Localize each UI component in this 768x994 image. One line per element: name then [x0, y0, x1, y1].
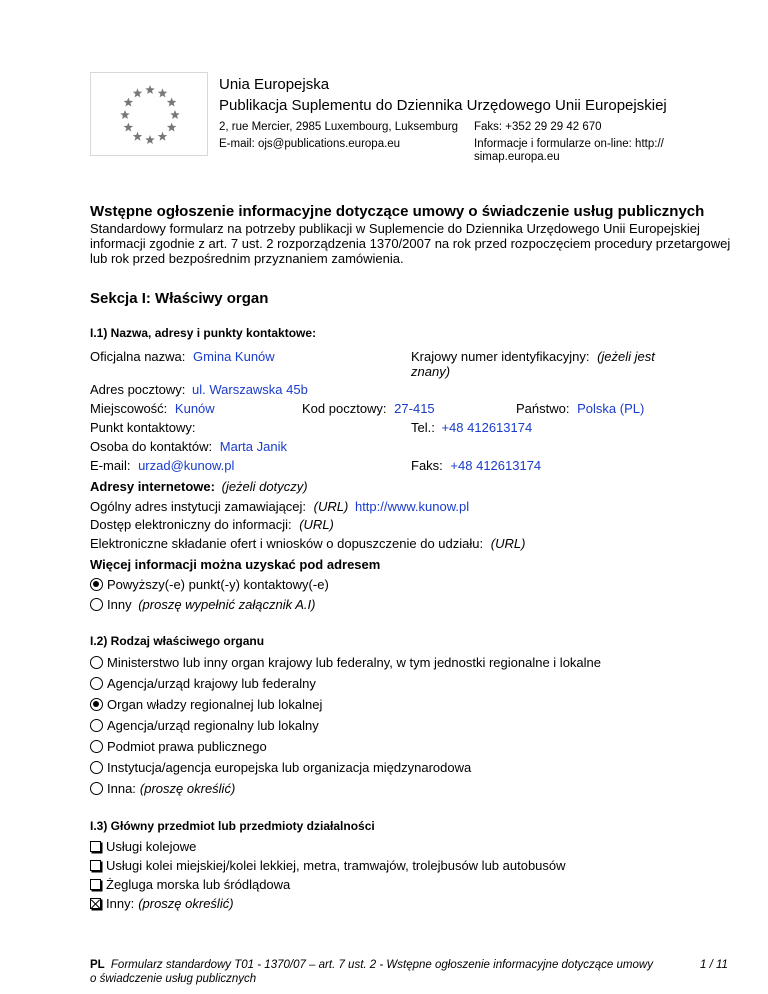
star-icon [133, 132, 143, 141]
authority-type-option-5[interactable] [90, 739, 267, 754]
authority-type-label: Podmiot prawa publicznego [107, 739, 267, 754]
activity-option-4[interactable] [90, 896, 234, 911]
authority-type-label: Ministerstwo lub inny organ krajowy lub federalny, w tym jednostki regionalne i lokalne [107, 655, 601, 670]
star-icon [170, 110, 180, 119]
authority-type-option-1[interactable] [90, 655, 601, 670]
checkbox-empty-icon[interactable] [90, 841, 101, 852]
header-fax: Faks: +352 29 29 42 670 [474, 121, 602, 133]
footer-text-1: Formularz standardowy T01 - 1370/07 – art. 7 ust. 2 - Wstępne ogłoszenie informacyjne dotyczące umowy [110, 959, 653, 971]
radio-empty-icon[interactable] [90, 719, 103, 732]
header-publication: Publikacja Suplementu do Dziennika Urzędowego Unii Europejskiej [219, 97, 667, 114]
submission-row [90, 536, 525, 551]
town-label: Miejscowość: [90, 401, 168, 416]
general-address-row [90, 499, 469, 514]
i1-title: I.1) Nazwa, adresy i punkty kontaktowe: [90, 326, 317, 340]
star-icon [133, 88, 143, 97]
contact-point-label: Punkt kontaktowy: [90, 420, 196, 435]
authority-type-label: Instytucja/agencja europejska lub organizacja międzynarodowa [107, 760, 472, 775]
checkbox-empty-icon[interactable] [90, 860, 101, 871]
activity-option-1[interactable] [90, 839, 196, 854]
header-address: 2, rue Mercier, 2985 Luxembourg, Luksemburg [219, 121, 459, 133]
more-info-option-1-label: Powyższy(-e) punkt(-y) kontaktowy(-e) [107, 577, 329, 592]
town-row [90, 401, 215, 416]
natid-label: Krajowy numer identyfikacyjny: [411, 349, 590, 364]
footer-lang: PL [90, 959, 105, 971]
country-row [516, 401, 644, 416]
activity-option-2[interactable] [90, 858, 566, 873]
email-row [90, 458, 234, 473]
footer-page-number: 1 / 11 [700, 959, 728, 971]
eu-stars-icon [91, 73, 209, 157]
radio-empty-icon[interactable] [90, 740, 103, 753]
star-icon [158, 88, 168, 97]
checkbox-empty-icon[interactable] [90, 879, 101, 890]
more-info-option-2-note: (proszę wypełnić załącznik A.I) [138, 597, 316, 612]
email-value: urzad@kunow.pl [138, 458, 235, 473]
star-icon [167, 98, 177, 107]
more-info-option-1[interactable] [90, 577, 329, 592]
activity-option-3[interactable] [90, 877, 290, 892]
star-icon [124, 123, 134, 132]
star-icon [124, 98, 134, 107]
country-label: Państwo: [516, 401, 570, 416]
natid-row [411, 349, 655, 364]
general-url-value[interactable]: http://www.kunow.pl [354, 499, 470, 514]
authority-type-label: Agencja/urząd krajowy lub federalny [107, 676, 316, 691]
town-value: Kunów [174, 401, 215, 416]
radio-empty-icon[interactable] [90, 782, 103, 795]
authority-type-option-2[interactable] [90, 676, 316, 691]
general-url-note: (URL) [313, 499, 349, 514]
activity-label: Inny: [106, 896, 135, 911]
postcode-row [302, 401, 435, 416]
eu-flag-logo [90, 72, 208, 156]
postcode-value: 27-415 [394, 401, 435, 416]
radio-empty-icon[interactable] [90, 598, 103, 611]
radio-empty-icon[interactable] [90, 677, 103, 690]
official-name-value: Gmina Kunów [193, 349, 275, 364]
star-icon [145, 135, 155, 144]
internet-label: Adresy internetowe: [90, 479, 215, 494]
more-info-option-2[interactable] [90, 597, 315, 612]
star-icon [145, 85, 155, 94]
i2-title: I.2) Rodzaj właściwego organu [90, 634, 265, 648]
person-value: Marta Janik [219, 439, 287, 454]
header-org: Unia Europejska [219, 76, 330, 93]
official-name-row [90, 349, 275, 364]
general-address-label: Ogólny adres instytucji zamawiającej: [90, 499, 307, 514]
authority-type-label: Agencja/urząd regionalny lub lokalny [107, 718, 319, 733]
person-label: Osoba do kontaktów: [90, 439, 213, 454]
natid-note-2: znany) [411, 364, 451, 379]
intro-line-1: Standardowy formularz na potrzeby publikacji w Suplemencie do Dziennika Urzędowego Unii Europejskiej [90, 221, 700, 236]
postal-row [90, 382, 308, 397]
tel-row [411, 420, 532, 435]
header-info-line1: Informacje i formularze on-line: http:// [474, 138, 664, 150]
authority-type-other-note: (proszę określić) [139, 781, 236, 796]
country-value: Polska (PL) [577, 401, 645, 416]
radio-empty-icon[interactable] [90, 761, 103, 774]
postal-label: Adres pocztowy: [90, 382, 186, 397]
natid-note-1: (jeżeli jest [597, 349, 655, 364]
authority-type-option-4[interactable] [90, 718, 319, 733]
submission-url-note: (URL) [490, 536, 526, 551]
activity-label: Usługi kolejowe [106, 839, 197, 854]
star-icon [158, 132, 168, 141]
email-label: E-mail: [90, 458, 131, 473]
internet-note: (jeżeli dotyczy) [221, 479, 308, 494]
authority-type-label: Organ władzy regionalnej lub lokalnej [107, 697, 323, 712]
radio-selected-icon[interactable] [90, 698, 103, 711]
internet-row [90, 479, 308, 494]
official-name-label: Oficjalna nazwa: [90, 349, 186, 364]
fax-row [411, 458, 541, 473]
tel-value: +48 412613174 [441, 420, 533, 435]
star-icon [167, 123, 177, 132]
authority-type-option-3[interactable] [90, 697, 322, 712]
authority-type-option-6[interactable] [90, 760, 471, 775]
electronic-access-label: Dostęp elektroniczny do informacji: [90, 517, 292, 532]
intro-line-3: lub rok przed bezpośrednim przyznaniem zamówienia. [90, 251, 404, 266]
postal-value: ul. Warszawska 45b [192, 382, 308, 397]
postcode-label: Kod pocztowy: [302, 401, 387, 416]
fax-label: Faks: [411, 458, 443, 473]
authority-type-option-7[interactable] [90, 781, 235, 796]
electronic-access-row [90, 517, 334, 532]
checkbox-checked-icon[interactable] [90, 898, 101, 909]
activity-label: Usługi kolei miejskiej/kolei lekkiej, metra, tramwajów, trolejbusów lub autobusów [106, 858, 566, 873]
section-title: Sekcja I: Właściwy organ [90, 290, 269, 307]
submission-label: Elektroniczne składanie ofert i wniosków o dopuszczenie do udziału: [90, 536, 484, 551]
radio-selected-icon[interactable] [90, 578, 103, 591]
intro-line-2: informacji zgodnie z art. 7 ust. 2 rozporządzenia 1370/2007 na rok przed rozpoczęciem procedury przetargowej [90, 236, 731, 251]
fax-value: +48 412613174 [450, 458, 542, 473]
electronic-url-note: (URL) [299, 517, 334, 532]
footer-text-2: o świadczenie usług publicznych [90, 973, 257, 985]
header-email: E-mail: ojs@publications.europa.eu [219, 138, 401, 150]
activity-other-note: (proszę określić) [138, 896, 234, 911]
footer-line-1 [90, 959, 653, 971]
more-info-title: Więcej informacji można uzyskać pod adresem [90, 557, 381, 572]
tel-label: Tel.: [411, 420, 435, 435]
authority-type-label: Inna: [107, 781, 136, 796]
more-info-option-2-label: Inny [107, 597, 132, 612]
header-info-line2: simap.europa.eu [474, 151, 560, 163]
person-row [90, 439, 287, 454]
document-title: Wstępne ogłoszenie informacyjne dotyczące umowy o świadczenie usług publicznych [90, 203, 705, 220]
radio-empty-icon[interactable] [90, 656, 103, 669]
activity-label: Żegluga morska lub śródlądowa [106, 877, 291, 892]
star-icon [120, 110, 130, 119]
i3-title: I.3) Główny przedmiot lub przedmioty działalności [90, 819, 375, 833]
